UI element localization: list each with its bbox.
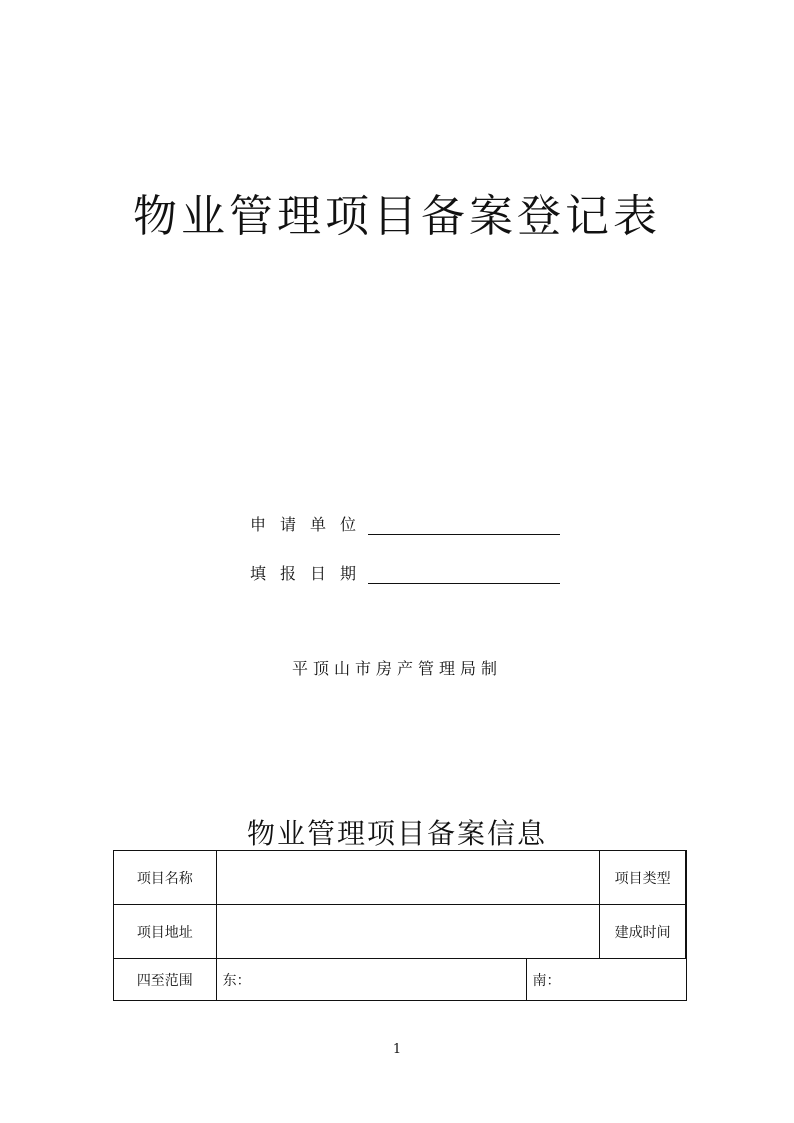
project-address-field[interactable] [216,905,600,959]
project-type-label: 项目类型 [600,851,686,905]
section-title: 物业管理项目备案信息 [246,817,547,850]
applicant-field[interactable] [368,516,560,535]
project-name-field[interactable] [216,851,600,905]
page-title: 物业管理项目备案登记表 [133,191,661,242]
boundary-label: 四至范围 [114,959,217,1001]
page-number: 1 [392,1042,402,1057]
fill-date-row [250,561,560,584]
project-type-field[interactable] [686,851,687,905]
table-row [114,851,687,905]
issuer-text: 平顶山市房产管理局制 [291,659,502,678]
project-info-table [113,850,687,1001]
project-address-label: 项目地址 [114,905,217,959]
south-boundary-field[interactable]: 南： [526,959,687,1001]
table-row [114,905,687,959]
east-boundary-field[interactable]: 东： [216,959,526,1001]
build-time-label: 建成时间 [600,905,686,959]
fill-date-label: 填报日期 [250,564,371,583]
table-row [114,959,687,1001]
fill-date-field[interactable] [368,565,560,584]
applicant-row [250,512,560,535]
applicant-label: 申请单位 [250,515,371,534]
project-name-label: 项目名称 [114,851,217,905]
build-time-field[interactable] [686,905,687,959]
